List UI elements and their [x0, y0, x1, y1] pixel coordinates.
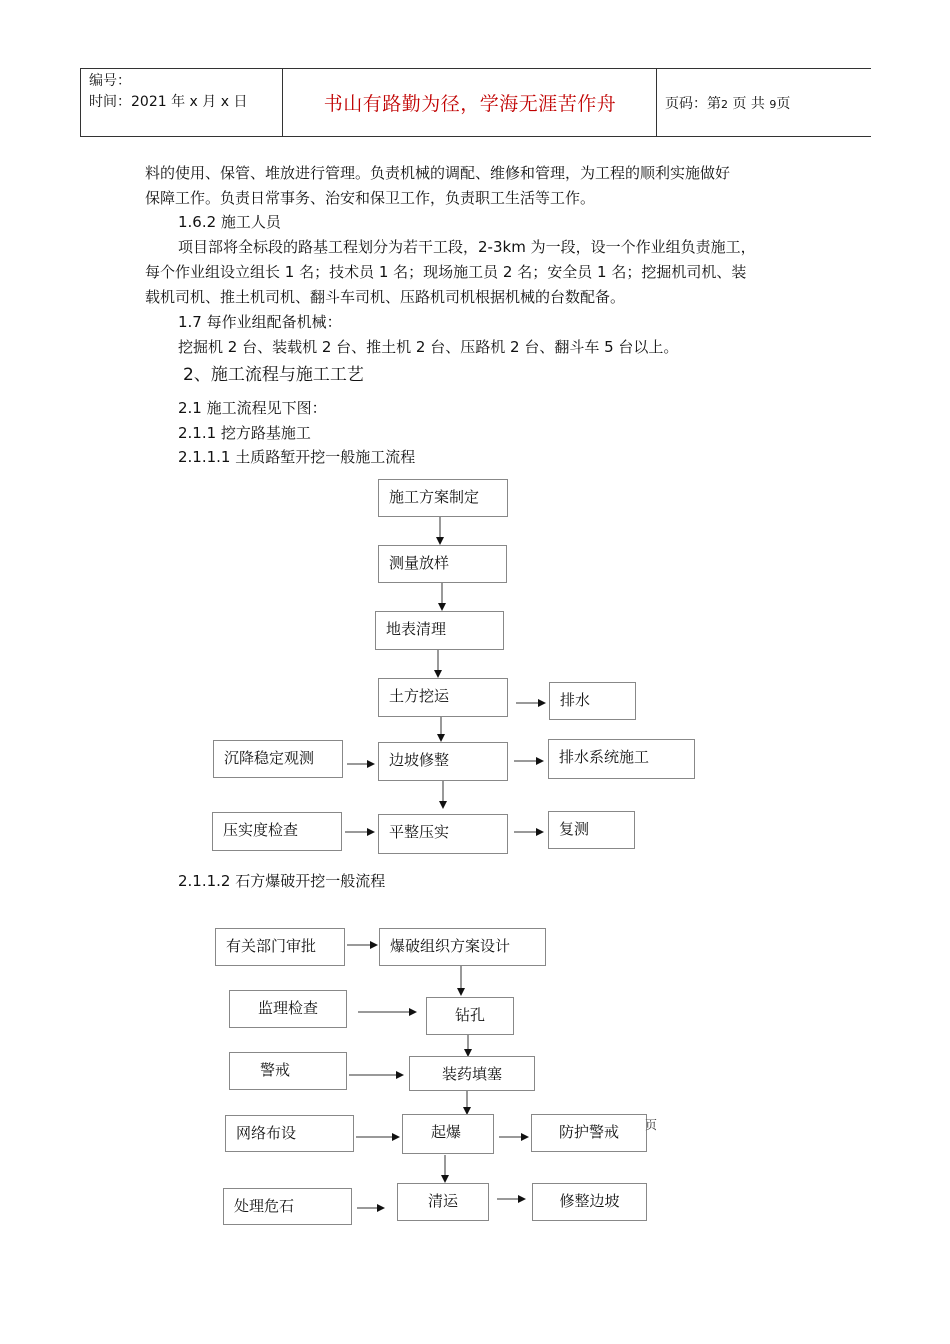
stray-page-mark: 页: [645, 1118, 658, 1132]
flow-box-charging: 装药填塞: [409, 1056, 535, 1091]
flow-box-excavation: 土方挖运: [378, 678, 508, 717]
body-line: 载机司机、推土机司机、翻斗车司机、压路机司机根据机械的台数配备。: [145, 288, 626, 306]
body-line: 每个作业组设立组长 1 名；技术员 1 名；现场施工员 2 名；安全员 1 名；挖掘机司机、装: [145, 263, 747, 281]
flow-box-approval: 有关部门审批: [215, 928, 345, 966]
flow-box-compaction-check: 压实度检查: [212, 812, 342, 851]
page-total: 9: [769, 98, 777, 111]
flow-box-hazard: 处理危石: [223, 1188, 352, 1225]
page-middle: 页 共: [732, 96, 765, 112]
flow-box-clearing: 地表清理: [375, 611, 504, 650]
flow-box-plan: 施工方案制定: [378, 479, 508, 517]
flow-box-blast-design: 爆破组织方案设计: [379, 928, 546, 966]
doc-number-label: 编号：: [89, 73, 131, 89]
section-heading: 2.1 施工流程见下图：: [178, 399, 327, 417]
section-heading: 2.1.1 挖方路基施工: [178, 424, 311, 442]
section-heading: 2.1.1.1 土质路堑开挖一般施工流程: [178, 448, 416, 466]
body-line: 料的使用、保管、堆放进行管理。负责机械的调配、维修和管理，为工程的顺利实施做好: [145, 164, 731, 182]
body-line: 挖掘机 2 台、装载机 2 台、推土机 2 台、压路机 2 台、翻斗车 5 台以上。: [178, 338, 679, 356]
section-heading: 1.7 每作业组配备机械：: [178, 313, 342, 331]
flow-box-slope-trim: 边坡修整: [378, 742, 508, 781]
flow-box-detonation: 起爆: [402, 1114, 494, 1154]
page-current: 2: [721, 98, 728, 111]
body-line: 项目部将全标段的路基工程划分为若干工段，2-3km 为一段，设一个作业组负责施工，: [178, 238, 756, 256]
flow-box-settlement: 沉降稳定观测: [213, 740, 343, 778]
page-prefix: 页码：第: [665, 96, 721, 112]
flow-box-network: 网络布设: [225, 1115, 354, 1152]
section-heading: 2.1.1.2 石方爆破开挖一般流程: [178, 872, 386, 890]
page-suffix: 页: [776, 96, 791, 112]
flow-box-supervision: 监理检查: [229, 990, 347, 1028]
flow-box-alert: 警戒: [229, 1052, 347, 1090]
flow-box-resurvey: 复测: [548, 811, 635, 849]
flow-box-drain-system: 排水系统施工: [548, 739, 695, 779]
header-motto: 书山有路勤为径，学海无涯苦作舟: [323, 93, 617, 115]
flow-box-protect-alert: 防护警戒: [531, 1114, 647, 1152]
doc-time: 时间：2021 年 x 月 x 日: [89, 94, 248, 110]
flow-box-survey: 测量放样: [378, 545, 507, 583]
flow-box-trim-slope: 修整边坡: [532, 1183, 647, 1221]
section-heading: 1.6.2 施工人员: [178, 213, 281, 231]
flow-box-level-compact: 平整压实: [378, 814, 508, 854]
flow-box-drainage: 排水: [549, 682, 636, 720]
body-line: 保障工作。负责日常事务、治安和保卫工作，负责职工生活等工作。: [145, 189, 596, 207]
flow-box-haul: 清运: [397, 1183, 489, 1221]
flow-box-drilling: 钻孔: [426, 997, 514, 1035]
chapter-heading: 2、施工流程与施工工艺: [183, 365, 364, 385]
